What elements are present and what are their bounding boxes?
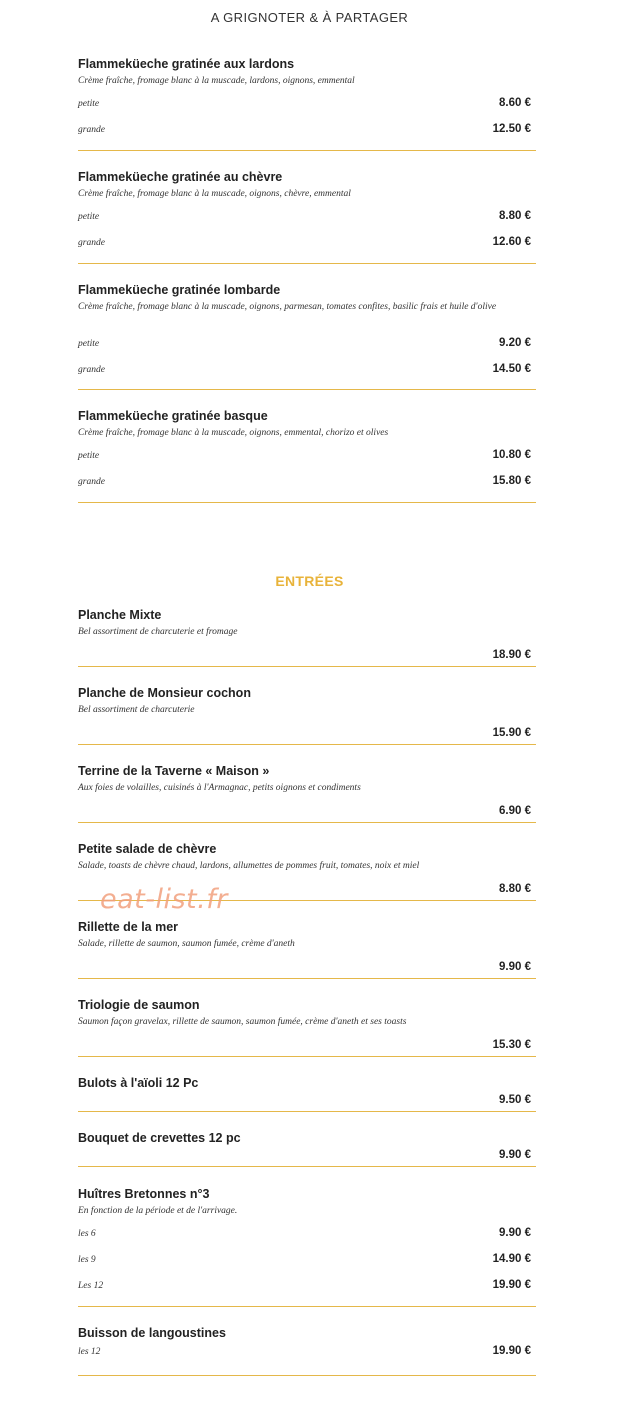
price: 19.90 € [492,1279,531,1291]
price-row [78,337,536,353]
item-name: Planche Mixte [78,608,162,622]
price-row [78,1253,536,1269]
section-title-grignoter: A GRIGNOTER & À PARTAGER [210,10,409,25]
size-label: grande [78,477,105,487]
menu-item [78,1131,536,1167]
price-row [78,649,536,665]
item-name: Flammeküeche gratinée basque [78,409,268,423]
price-row [78,210,536,226]
price: 12.60 € [492,236,531,248]
menu-item [78,1326,536,1376]
size-label: grande [78,365,105,375]
section-title-entrees: ENTRÉES [275,573,344,589]
item-name: Petite salade de chèvre [78,842,217,856]
menu-item [78,170,536,264]
price: 14.50 € [492,363,531,375]
size-label: grande [78,125,105,135]
price-row [78,363,536,379]
price-row [78,1227,536,1243]
item-name: Rillette de la mer [78,920,179,934]
size-label: petite [78,212,100,222]
item-description: Bel assortiment de charcuterie [78,705,195,715]
menu-item [78,283,536,390]
price: 14.90 € [492,1253,531,1265]
price: 15.90 € [492,727,531,739]
price: 19.90 € [492,1345,531,1357]
price: 12.50 € [492,123,531,135]
price: 9.50 € [499,1094,531,1106]
size-label: Les 12 [78,1281,104,1291]
price: 9.90 € [499,1227,531,1239]
price-row [78,1345,536,1361]
price-row [78,1039,536,1055]
item-name: Flammeküeche gratinée au chèvre [78,170,283,184]
item-description: Crème fraîche, fromage blanc à la muscade, oignons, emmental, chorizo et olives [78,428,389,438]
price-row [78,97,536,113]
price: 6.90 € [499,805,531,817]
menu-item [78,1187,536,1307]
menu-item [78,686,536,745]
item-description: Bel assortiment de charcuterie et fromage [78,627,238,637]
item-description: Crème fraîche, fromage blanc à la muscade, oignons, parmesan, tomates confites, basilic frais et huile d'olive [78,302,497,312]
price: 8.80 € [499,883,531,895]
item-name: Flammeküeche gratinée aux lardons [78,57,295,71]
menu-item [78,57,536,151]
size-label: les 6 [78,1229,96,1239]
price-row [78,961,536,977]
size-label: les 9 [78,1255,96,1265]
price: 15.30 € [492,1039,531,1051]
item-description: Crème fraîche, fromage blanc à la muscade, lardons, oignons, emmental [78,76,355,86]
size-label: petite [78,339,100,349]
item-name: Bulots à l'aïoli 12 Pc [78,1076,199,1090]
price-row [78,727,536,743]
item-name: Triologie de saumon [78,998,200,1012]
price: 9.90 € [499,961,531,973]
price-row [78,449,536,465]
price: 15.80 € [492,475,531,487]
item-name: Planche de Monsieur cochon [78,686,251,700]
item-name: Huîtres Bretonnes n°3 [78,1187,210,1201]
item-name: Flammeküeche gratinée lombarde [78,283,281,297]
menu-item [78,920,536,979]
price-row [78,1149,536,1165]
price-row [78,1094,536,1110]
item-description: Crème fraîche, fromage blanc à la muscade, oignons, chèvre, emmental [78,189,351,199]
size-label: petite [78,451,100,461]
price: 8.60 € [499,97,531,109]
size-label: grande [78,238,105,248]
item-name: Terrine de la Taverne « Maison » [78,764,270,778]
item-description: Salade, toasts de chèvre chaud, lardons, allumettes de pommes fruit, tomates, noix et miel [78,861,420,871]
price: 8.80 € [499,210,531,222]
price-row [78,236,536,252]
item-description: Salade, rillette de saumon, saumon fumée, crème d'aneth [78,939,295,949]
item-name: Buisson de langoustines [78,1326,226,1340]
price: 18.90 € [492,649,531,661]
item-description: En fonction de la période et de l'arrivage. [78,1206,238,1216]
price-row [78,805,536,821]
menu-item [78,1076,536,1112]
price-row [78,123,536,139]
price-row [78,475,536,491]
price-row [78,1279,536,1295]
price: 9.20 € [499,337,531,349]
size-label: petite [78,99,100,109]
price: 10.80 € [492,449,531,461]
menu-item [78,764,536,823]
item-name: Bouquet de crevettes 12 pc [78,1131,241,1145]
menu-item [78,608,536,667]
size-label: les 12 [78,1347,101,1357]
price: 9.90 € [499,1149,531,1161]
item-description: Aux foies de volailles, cuisinés à l'Armagnac, petits oignons et condiments [78,783,361,793]
watermark: eat-list.fr [100,884,228,915]
menu-item [78,998,536,1057]
item-description: Saumon façon gravelax, rillette de saumon, saumon fumée, crème d'aneth et ses toasts [78,1017,407,1027]
menu-item [78,409,536,503]
